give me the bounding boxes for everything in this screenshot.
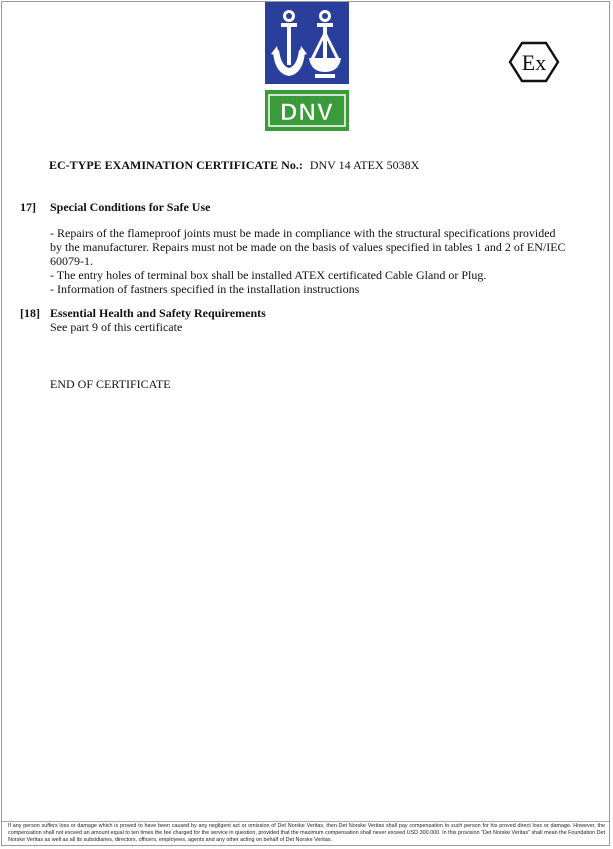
section-17-title: Special Conditions for Safe Use [50,200,211,214]
dnv-logo-text: DNV [280,99,334,126]
section-17-number: 17] [20,200,36,214]
dnv-anchor-logo [265,2,349,84]
section-18-title: Essential Health and Safety Requirements [50,306,266,320]
condition-item: - The entry holes of terminal box shall be installed ATEX certificated Cable Gland or Plug. [50,268,487,282]
footer-disclaimer: If any person suffers loss or damage which is proved to have been caused by any negligent act or omission of Det Norske Veritas, then Det Norske Veritas shall pay compensation to such person for his proved direct loss or damage. However, the compensation shall not exceed an amount equal to ten times the fee charged for the service in question, provided that the maximum compensation shall never exceed USD 300.000. In this provision "Det Norske Veritas" shall mean the Foundation Det Norske Veritas as well as all its subsidiaries, directors, officers, employees, agents and any other acting on behalf of Det Norske Veritas. [8,823,605,843]
certificate-number: DNV 14 ATEX 5038X [309,158,420,172]
section-18-number: [18] [20,306,40,320]
section-18-text: See part 9 of this certificate [50,320,183,334]
dnv-wordmark-logo [265,90,349,131]
anchor-scales-icon [265,2,349,84]
certificate-number-line [49,158,419,173]
ex-hexagon-icon [508,40,560,84]
certificate-label: EC-TYPE EXAMINATION CERTIFICATE No.: [49,158,303,172]
footer-divider [2,821,609,822]
atex-ex-mark [508,40,560,84]
dnv-wordmark [265,90,349,131]
ex-mark-text: Ex [521,50,547,75]
condition-item: - Repairs of the flameproof joints must be made in compliance with the structural specifications provided by the manufacturer. Repairs must not be made on the basis of values specified in tables 1 and 2 of EN/IEC 60079-1. [50,226,566,268]
end-of-certificate: END OF CERTIFICATE [50,377,171,391]
special-conditions-list [50,226,570,296]
condition-item: - Information of fastners specified in the installation instructions [50,282,360,296]
